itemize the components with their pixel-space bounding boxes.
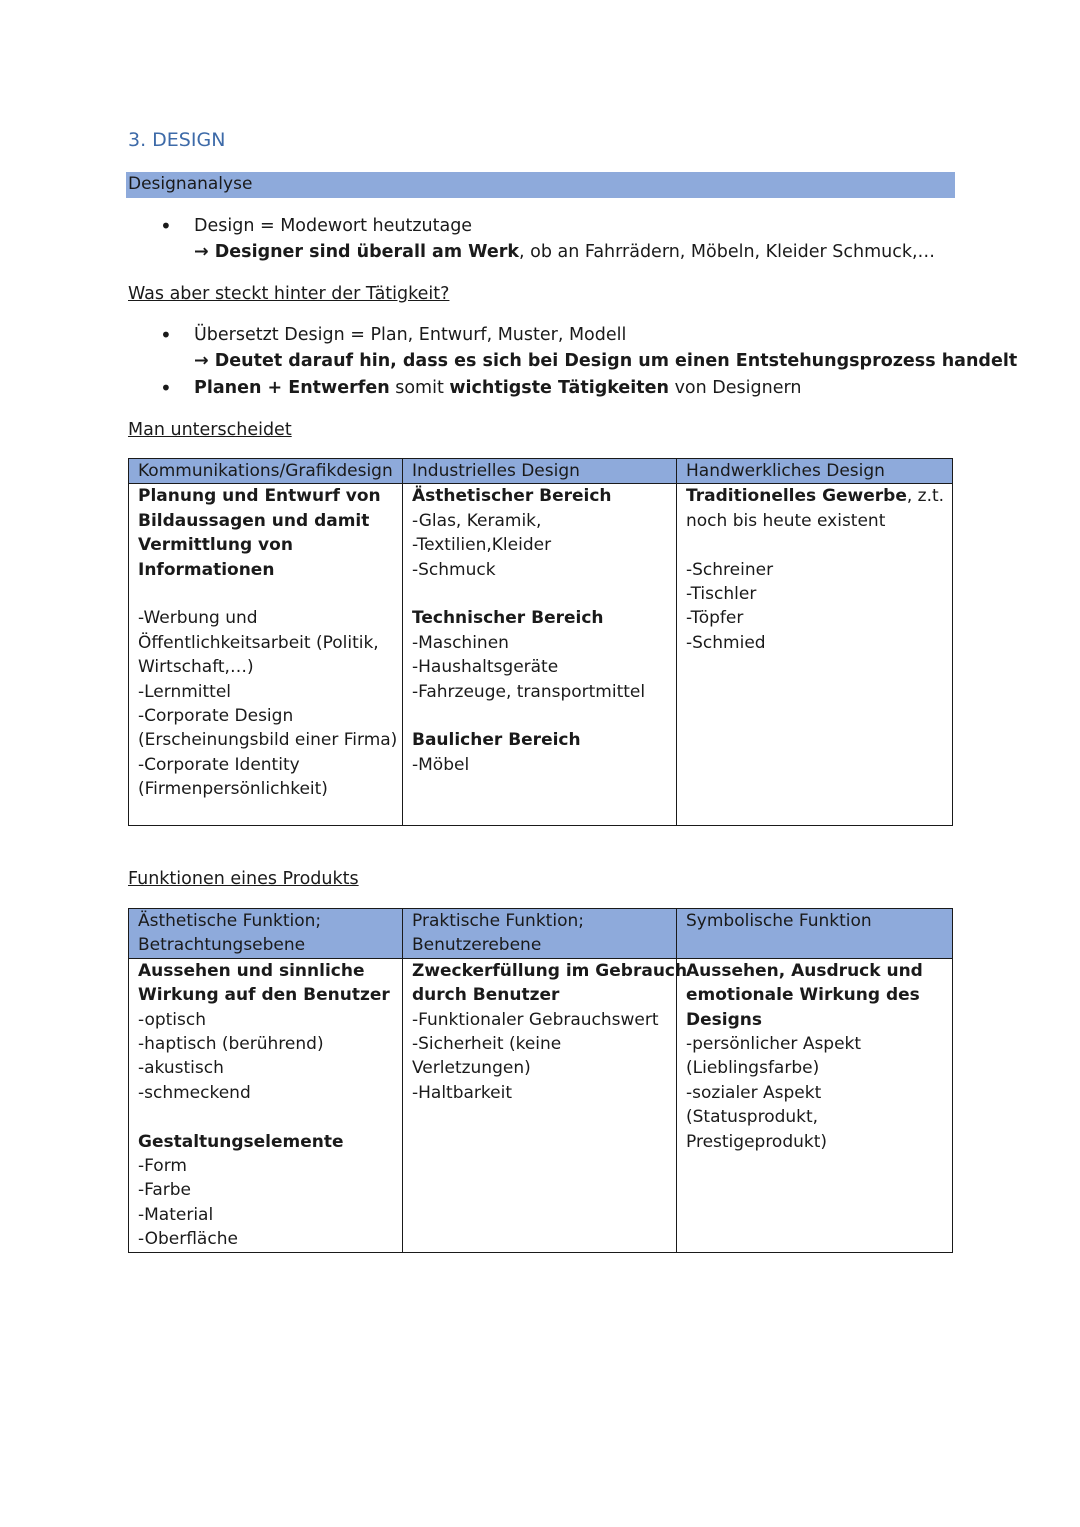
product-functions-table [128,908,953,1253]
header-line: Praktische Funktion; [412,911,584,931]
design-types-table [128,458,953,826]
table-row [129,958,953,1252]
cell-line: -Sicherheit (keine [412,1034,562,1055]
plain-phrase: somit [389,378,450,398]
cell-line: -Lernmittel [138,681,232,702]
cell-line: Verletzungen) [412,1058,531,1079]
table-cell [403,484,677,826]
cell-line: -sozialer Aspekt [686,1082,822,1103]
cell-bold-line: Informationen [138,559,275,580]
cell-line: (Erscheinungsbild einer Firma) [138,730,398,751]
arrow-icon: → [194,351,215,371]
table-cell [677,484,953,826]
table-header-row [129,909,953,959]
cell-line: -Material [138,1204,214,1225]
bullet-icon: • [160,214,172,238]
table-header-row [129,459,953,484]
cell-line [686,484,943,508]
bold-phrase: Planen + Entwerfen [194,378,390,398]
cell-bold-line: emotionale Wirkung des [686,985,920,1006]
cell-bold-line: durch Benutzer [412,985,560,1006]
distinguish-heading: Man unterscheidet [128,420,292,440]
cell-line: -Textilien,Kleider [412,535,552,556]
section-bar-label: Designanalyse [128,174,253,194]
question-heading: Was aber steckt hinter der Tätigkeit? [128,284,450,304]
table-row [129,484,953,826]
table-header-cell [403,909,677,959]
cell-line: -Form [138,1156,187,1177]
cell-bold-line: Zweckerfüllung im Gebrauch [412,960,688,981]
cell-line: (Lieblingsfarbe) [686,1058,820,1079]
bold-phrase: wichtigste Tätigkeiten [449,378,669,398]
cell-line: -Schmuck [412,559,496,580]
cell-bold-line: Designs [686,1009,762,1030]
cell-line: -akustisch [138,1058,224,1079]
cell-line: -Töpfer [686,608,744,629]
cell-line: -Werbung und [138,608,258,629]
cell-line: -Haushaltsgeräte [412,657,559,678]
header-line: Betrachtungsebene [138,935,306,956]
cell-line: -Maschinen [412,632,509,653]
cell-bold-line: Gestaltungselemente [138,1131,344,1152]
bullet-icon: • [160,323,172,347]
cell-line: -Farbe [138,1180,192,1201]
cell-line: -Schreiner [686,559,774,580]
table-cell [129,484,403,826]
table-header-cell [129,909,403,959]
cell-line: -Corporate Design [138,706,294,727]
bold-phrase: Deutet darauf hin, dass es sich bei Design um einen Entstehungsprozess handelt [214,351,1018,371]
table-header-cell [677,909,953,959]
bullet-text [194,376,801,400]
functions-heading: Funktionen eines Produkts [128,869,359,889]
bullet-text: Übersetzt Design = Plan, Entwurf, Muster, Modell [194,325,627,345]
arrow-line [194,349,1017,373]
header-line: Ästhetische Funktion; [138,911,322,931]
bold-phrase: Designer sind überall am Werk [214,242,519,262]
table-cell [403,958,688,1252]
cell-line: -persönlicher Aspekt [686,1034,862,1055]
table-cell [677,958,953,1252]
cell-bold-line: Baulicher Bereich [412,730,581,751]
cell-line: Prestigeprodukt) [686,1131,828,1152]
bullet-icon: • [160,376,172,400]
cell-line: -Oberfläche [138,1229,238,1250]
cell-line: -Glas, Keramik, [412,510,542,531]
cell-line: -Schmied [686,632,766,653]
cell-line: -Haltbarkeit [412,1082,513,1103]
plain-phrase: , ob an Fahrrädern, Möbeln, Kleider Schmuck,… [518,242,936,262]
cell-line: noch bis heute existent [686,510,886,531]
bullet-text: Design = Modewort heutzutage [194,216,473,236]
cell-line: Wirtschaft,…) [138,657,254,678]
cell-bold-line: Bildaussagen und damit [138,510,370,531]
arrow-line [194,240,935,264]
cell-line: -schmeckend [138,1082,251,1103]
cell-line: Öffentlichkeitsarbeit (Politik, [138,632,379,653]
cell-line: -haptisch (berührend) [138,1034,324,1055]
cell-bold-phrase: Traditionelles Gewerbe [686,486,907,507]
page-title: 3. DESIGN [128,129,226,151]
table-header-cell: Handwerkliches Design [677,459,953,484]
cell-bold-line: Planung und Entwurf von [138,486,381,507]
cell-line: -Tischler [686,584,757,605]
cell-bold-line: Aussehen, Ausdruck und [686,960,923,981]
cell-line: (Statusprodukt, [686,1107,819,1128]
cell-bold-line: Ästhetischer Bereich [412,486,612,507]
cell-bold-line: Wirkung auf den Benutzer [138,985,390,1006]
cell-line: -Funktionaler Gebrauchswert [412,1009,659,1030]
table-header-cell: Industrielles Design [403,459,677,484]
cell-bold-line: Aussehen und sinnliche [138,960,365,981]
cell-phrase: , z.t. [906,486,945,507]
table-cell [129,958,403,1252]
header-line: Benutzerebene [412,935,542,956]
cell-bold-line: Vermittlung von [138,535,293,556]
cell-line: -Corporate Identity [138,754,300,775]
cell-line: -Fahrzeuge, transportmittel [412,681,646,702]
plain-phrase: von Designern [669,378,802,398]
cell-line: -optisch [138,1009,207,1030]
cell-line: (Firmenpersönlichkeit) [138,779,328,800]
section-bar [126,172,955,198]
header-line: Symbolische Funktion [686,911,872,931]
cell-bold-line: Technischer Bereich [412,608,604,629]
cell-line: -Möbel [412,754,470,775]
table-header-cell: Kommunikations/Grafikdesign [129,459,403,484]
arrow-icon: → [194,242,215,262]
